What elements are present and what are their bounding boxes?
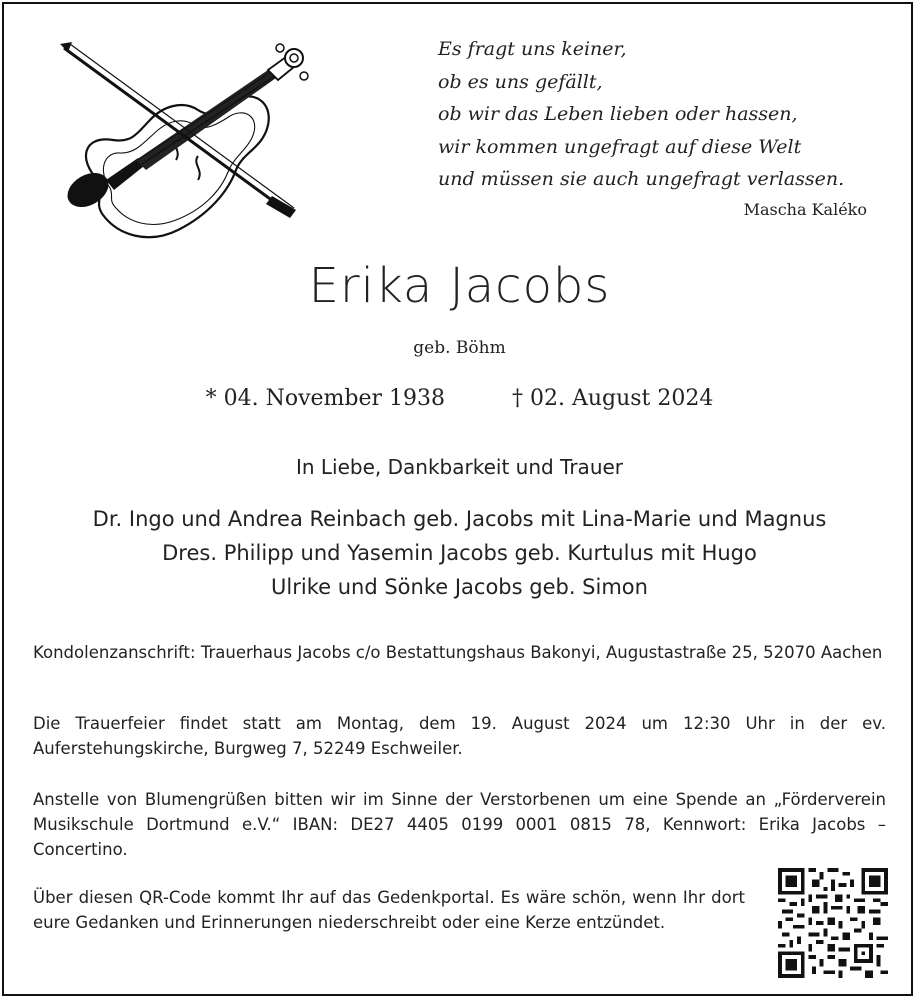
- family-list: [0, 502, 919, 604]
- poem-author: Mascha Kaléko: [743, 200, 867, 219]
- ceremony-info: Die Trauerfeier findet statt am Montag, dem 19. August 2024 um 12:30 Uhr in der ev. Auferstehungskirche, Burgweg 7, 52249 Eschweiler.: [33, 714, 886, 758]
- birth-date: * 04. November 1938: [205, 386, 445, 411]
- poem-line: ob es uns gefällt,: [438, 70, 603, 93]
- deceased-name: Erika Jacobs: [308, 258, 611, 314]
- poem-line: und müssen sie auch ungefragt verlassen.: [438, 168, 845, 190]
- death-date: † 02. August 2024: [511, 386, 714, 411]
- condolence-address: Kondolenzanschrift: Trauerhaus Jacobs c/o Bestattungshaus Bakonyi, Augustastraße 25, 52070 Aachen: [33, 643, 883, 662]
- family-line: Dres. Philipp und Yasemin Jacobs geb. Kurtulus mit Hugo: [162, 541, 757, 565]
- poem-line: Es fragt uns keiner,: [438, 38, 627, 60]
- qr-note: Über diesen QR-Code kommt Ihr auf das Gedenkportal. Es wäre schön, wenn Ihr dort eure Gedanken und Erinnerungen niederschreibt oder eine Kerze entzündet.: [33, 888, 745, 932]
- poem-line: ob wir das Leben lieben oder hassen,: [438, 103, 798, 125]
- qr-code-icon[interactable]: [778, 868, 888, 978]
- donation-info: Anstelle von Blumengrüßen bitten wir im Sinne der Verstorbenen um eine Spende an „Förderverein Musikschule Dortmund e.V.“ IBAN: DE27 4405 0199 0001 0815 78, Kennwort: Erika Jacobs – Concertino.: [33, 790, 886, 859]
- violin-icon: [58, 40, 320, 245]
- poem-line: wir kommen ungefragt auf diese Welt: [438, 135, 802, 158]
- family-line: Dr. Ingo und Andrea Reinbach geb. Jacobs mit Lina-Marie und Magnus: [92, 507, 827, 531]
- mourning-line: In Liebe, Dankbarkeit und Trauer: [295, 455, 624, 479]
- family-line: Ulrike und Sönke Jacobs geb. Simon: [271, 575, 648, 599]
- life-dates: [0, 386, 919, 411]
- born-name: geb. Böhm: [413, 338, 506, 358]
- poem: [438, 33, 844, 196]
